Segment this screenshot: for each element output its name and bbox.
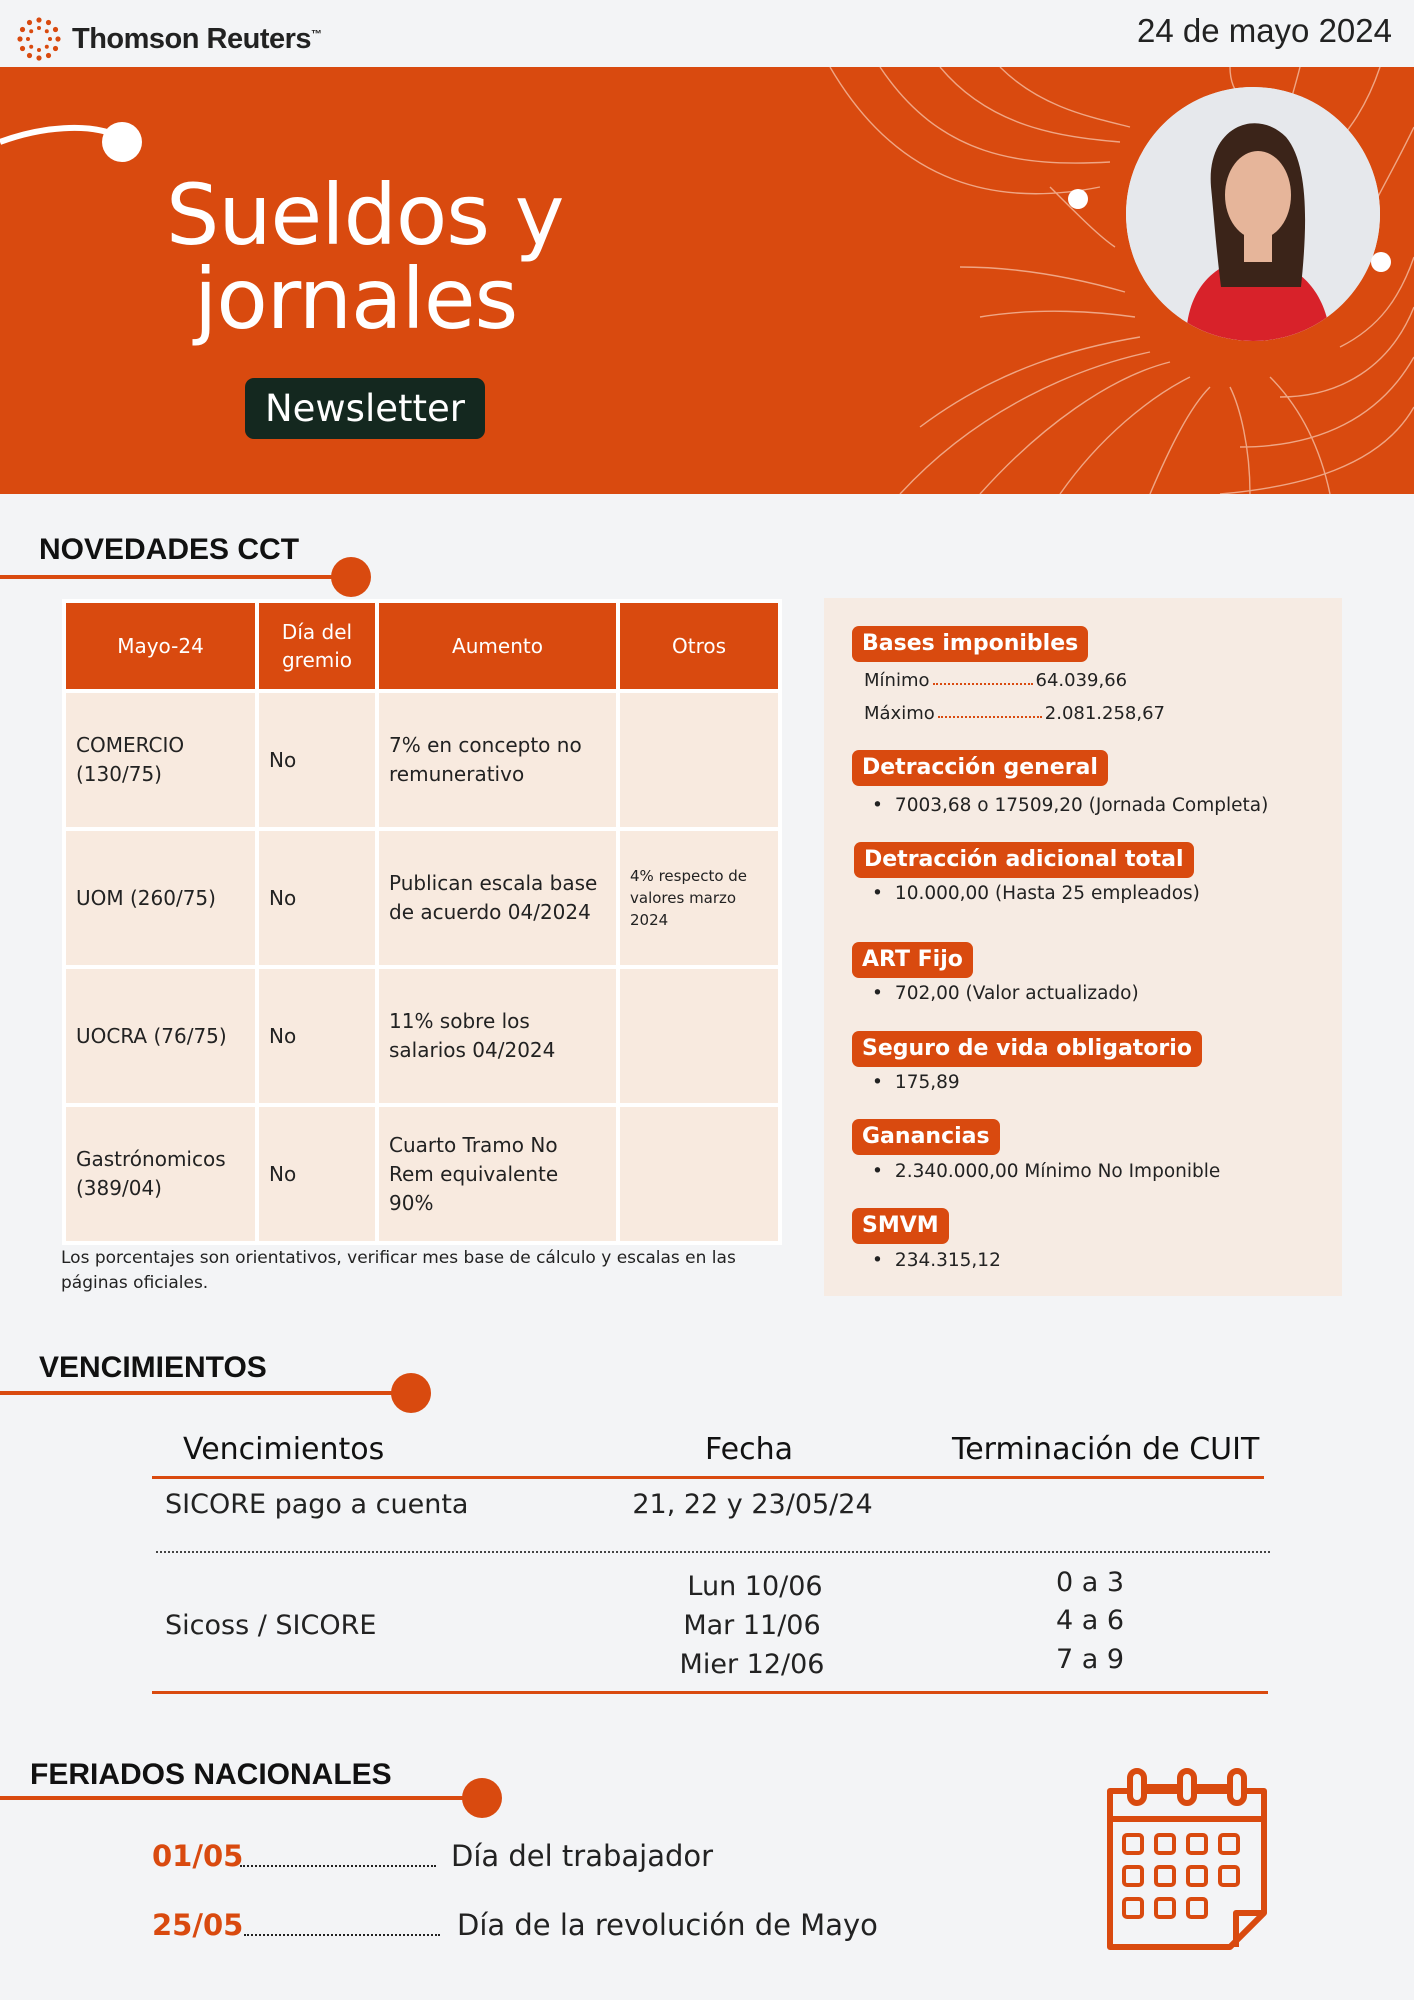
cct-aumento: 7% en concepto no remunerativo	[379, 693, 616, 827]
cct-dia: No	[259, 1107, 375, 1241]
detraccion-adicional-pill: Detracción adicional total	[854, 842, 1194, 878]
bases-min-row	[864, 670, 1127, 691]
feriado-date-1: 01/05	[152, 1839, 244, 1873]
cct-convenio: COMERCIO (130/75)	[66, 693, 255, 827]
cct-convenio: UOM (260/75)	[66, 831, 255, 965]
bases-pill: Bases imponibles	[852, 626, 1088, 662]
newsletter-badge: Newsletter	[245, 378, 485, 439]
bases-min-label: Mínimo	[864, 670, 930, 691]
cct-dia: No	[259, 693, 375, 827]
table-row	[66, 1107, 778, 1241]
table-row	[66, 831, 778, 965]
art-item: • 702,00 (Valor actualizado)	[872, 983, 1139, 1004]
bases-max-value: 2.081.258,67	[1044, 703, 1165, 724]
art-pill: ART Fijo	[852, 942, 973, 978]
cct-convenio: Gastrónomicos (389/04)	[66, 1107, 255, 1241]
hero-title-line1: Sueldos y	[166, 166, 564, 264]
cct-dia: No	[259, 969, 375, 1103]
feriado-leader-1	[240, 1865, 436, 1867]
cct-otros	[620, 1107, 778, 1241]
venc-row2-cuit-1: 0 a 3	[1055, 1567, 1125, 1598]
cct-aumento: Publican escala base de acuerdo 04/2024	[379, 831, 616, 965]
cct-otros: 4% respecto de valores marzo 2024	[620, 831, 778, 965]
venc-row2-fecha-2: Mar 11/06	[683, 1610, 821, 1641]
venc-header-cuit: Terminación de CUIT	[952, 1432, 1260, 1467]
smvm-pill: SMVM	[852, 1208, 949, 1244]
indicators-panel	[824, 598, 1342, 1296]
cct-header-mayo: Mayo-24	[66, 603, 255, 689]
brand-logo	[16, 16, 322, 62]
seguro-pill: Seguro de vida obligatorio	[852, 1031, 1202, 1067]
venc-row1-name: SICORE pago a cuenta	[165, 1489, 469, 1520]
cct-header-otros: Otros	[620, 603, 778, 689]
venc-divider	[156, 1551, 1270, 1553]
feriados-section-title: FERIADOS NACIONALES	[30, 1758, 392, 1791]
venc-row2-fecha-1: Lun 10/06	[687, 1571, 823, 1602]
cct-section-dot	[331, 557, 371, 597]
cct-header-aumento: Aumento	[379, 603, 616, 689]
hero-title-line2: jornales	[194, 250, 518, 348]
venc-row2-fecha-3: Mier 12/06	[679, 1649, 825, 1680]
venc-row2-name: Sicoss / SICORE	[165, 1610, 377, 1641]
thomson-reuters-logo-icon	[16, 16, 62, 62]
vencimientos-section-line	[0, 1391, 400, 1395]
cct-note: Los porcentajes son orientativos, verificar mes base de cálculo y escalas en las páginas oficiales.	[61, 1248, 736, 1293]
feriado-name-2: Día de la revolución de Mayo	[457, 1908, 878, 1942]
table-row	[66, 693, 778, 827]
bases-max-row	[864, 703, 1165, 724]
hero-title	[166, 166, 564, 348]
venc-row2-cuit-2: 4 a 6	[1055, 1605, 1125, 1636]
cct-header-dia: Día del gremio	[259, 603, 375, 689]
smvm-item: • 234.315,12	[872, 1250, 1001, 1271]
detraccion-adicional-item: • 10.000,00 (Hasta 25 empleados)	[872, 883, 1200, 904]
ganancias-item: • 2.340.000,00 Mínimo No Imponible	[872, 1161, 1220, 1182]
table-row	[66, 969, 778, 1103]
calendar-icon	[1100, 1763, 1274, 1953]
decorative-arc	[0, 107, 160, 197]
vencimientos-section-title: VENCIMIENTOS	[39, 1351, 267, 1384]
cct-convenio: UOCRA (76/75)	[66, 969, 255, 1103]
cct-otros	[620, 693, 778, 827]
decorative-dot	[1068, 189, 1088, 209]
vencimientos-section-dot	[391, 1373, 431, 1413]
venc-header-line	[152, 1476, 1264, 1479]
venc-row2-cuit-3: 7 a 9	[1055, 1644, 1125, 1675]
cct-section-line	[0, 575, 340, 579]
cct-section-title: NOVEDADES CCT	[39, 533, 300, 566]
feriado-leader-2	[244, 1934, 440, 1936]
bases-min-value: 64.039,66	[1035, 670, 1128, 691]
cct-header-row	[66, 603, 778, 689]
venc-header-fecha: Fecha	[705, 1432, 793, 1467]
hero-banner	[0, 67, 1414, 494]
detraccion-pill: Detracción general	[852, 750, 1108, 786]
feriados-section-dot	[462, 1778, 502, 1818]
brand-tm: ™	[311, 27, 322, 40]
feriados-section-line	[0, 1796, 480, 1800]
decorative-dot	[1371, 252, 1391, 272]
cct-dia: No	[259, 831, 375, 965]
cct-aumento: 11% sobre los salarios 04/2024	[379, 969, 616, 1103]
detraccion-item: • 7003,68 o 17509,20 (Jornada Completa)	[872, 795, 1268, 816]
ganancias-pill: Ganancias	[852, 1119, 1000, 1155]
cct-table	[62, 599, 782, 1245]
issue-date: 24 de mayo 2024	[1136, 12, 1392, 49]
brand-name: Thomson Reuters	[72, 22, 312, 55]
cct-otros	[620, 969, 778, 1103]
feriado-date-2: 25/05	[152, 1908, 244, 1942]
venc-header-name: Vencimientos	[183, 1432, 385, 1467]
feriado-name-1: Día del trabajador	[451, 1839, 714, 1873]
author-photo	[1126, 87, 1380, 341]
venc-bottom-line	[152, 1691, 1268, 1694]
seguro-item: • 175,89	[872, 1072, 960, 1093]
bases-max-label: Máximo	[864, 703, 935, 724]
cct-aumento: Cuarto Tramo No Rem equivalente 90%	[379, 1107, 616, 1241]
venc-row1-fecha: 21, 22 y 23/05/24	[632, 1489, 873, 1520]
